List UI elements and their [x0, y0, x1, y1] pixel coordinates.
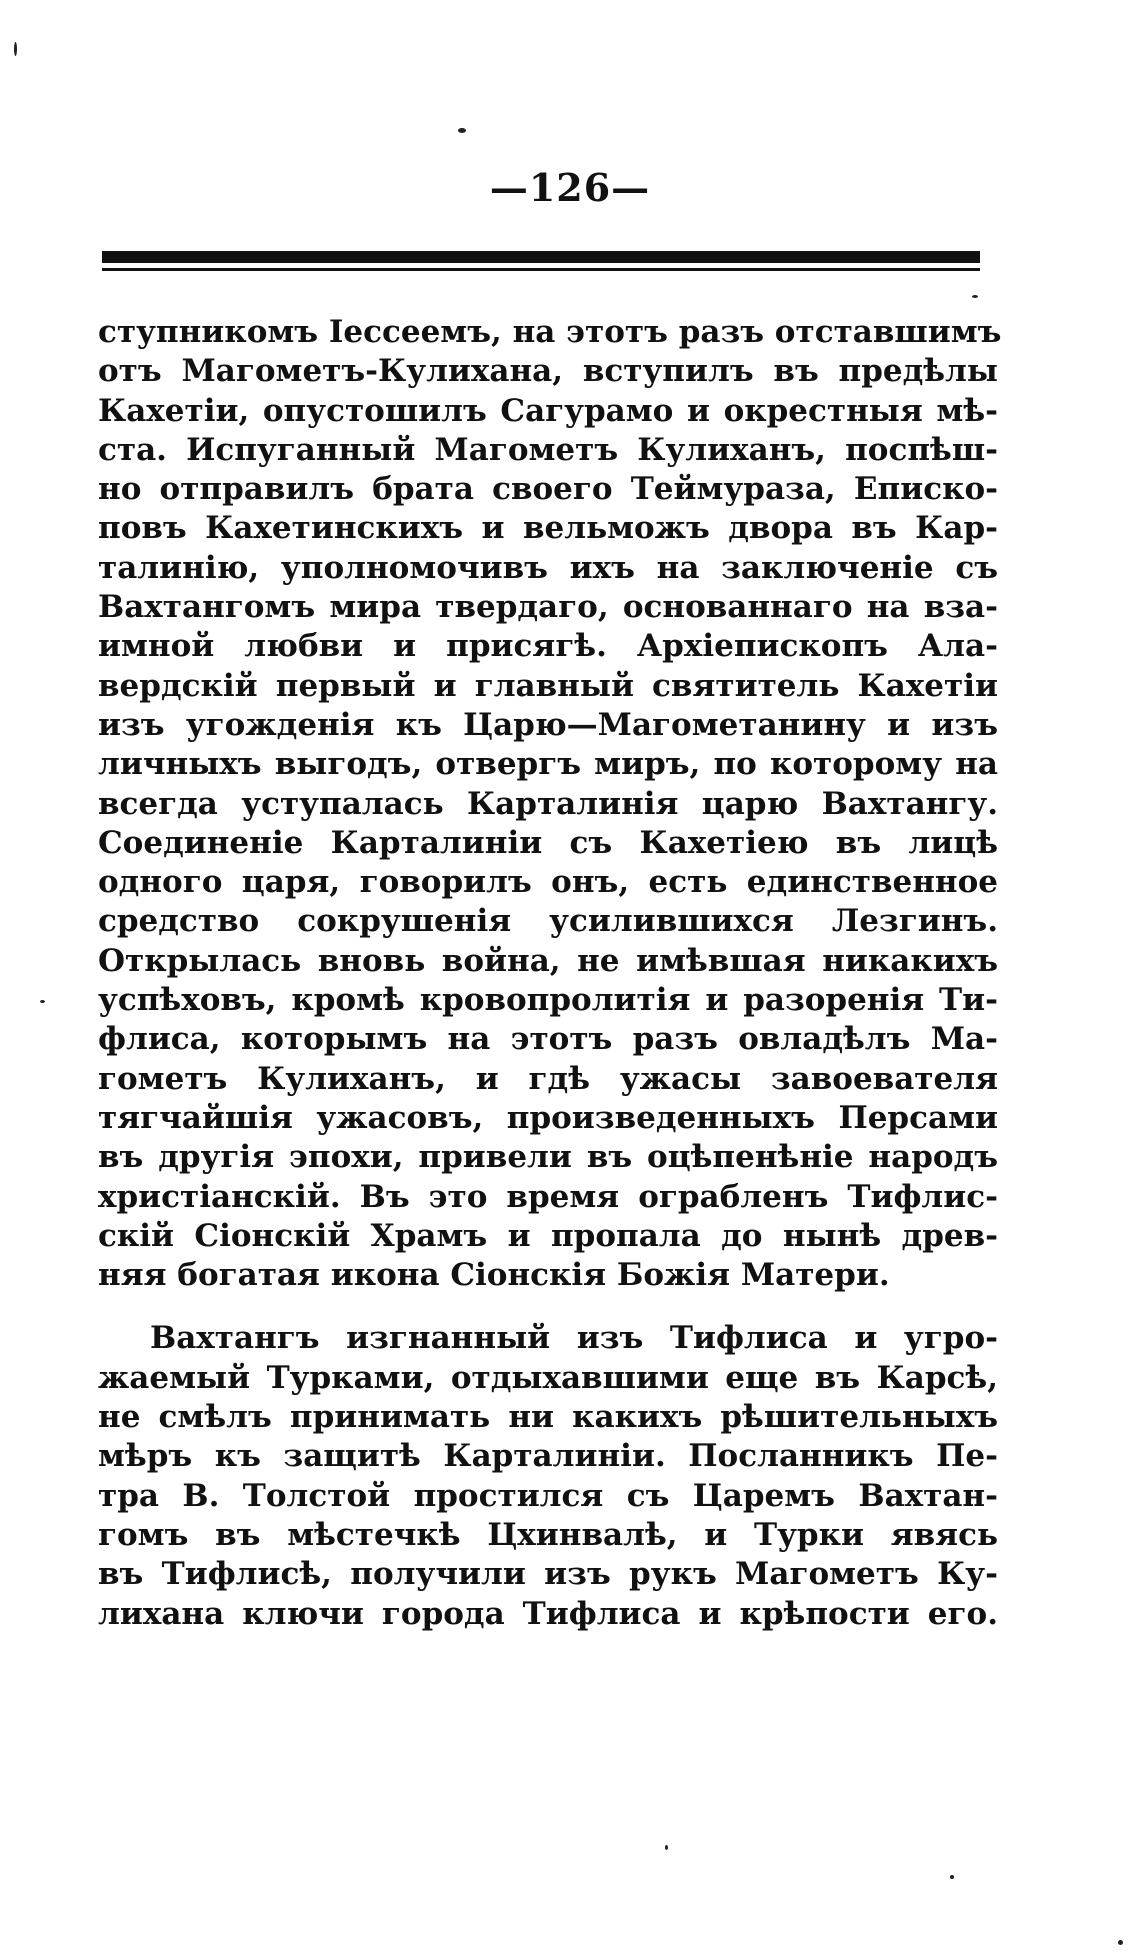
- text-line: повъ Кахетинскихъ и вельможъ двора въ Кар-: [98, 510, 998, 547]
- text-line: но отправилъ брата своего Теймураза, Еписко-: [98, 471, 998, 508]
- text-line: гометъ Кулиханъ, и гдѣ ужасы завоевателя: [98, 1060, 998, 1097]
- text-line: успѣховъ, кромѣ кровопролитія и разоренія Ти-: [98, 982, 998, 1019]
- text-line: мѣръ къ защитѣ Карталиніи. Посланникъ Пе-: [98, 1438, 998, 1475]
- paragraph-1: [98, 313, 1002, 1295]
- scan-speck: [972, 295, 978, 298]
- scan-speck: [458, 128, 466, 133]
- text-line: жаемый Турками, отдыхавшими еще въ Карсѣ,: [98, 1359, 998, 1396]
- page-number: —126—: [489, 165, 651, 210]
- text-line: тягчайшія ужасовъ, произведенныхъ Персами: [98, 1099, 998, 1136]
- text-line: изъ угожденія къ Царю—Магометанину и изъ: [98, 706, 998, 743]
- text-line: средство сокрушенія усилившихся Лезгинъ.: [98, 903, 998, 940]
- text-line: гомъ въ мѣстечкѣ Цхинвалѣ, и Турки явясь: [98, 1516, 998, 1553]
- text-line: въ Тифлисѣ, получили изъ рукъ Магометъ Ку-: [98, 1556, 998, 1593]
- text-line: ста. Испуганный Магометъ Кулиханъ, поспѣш-: [98, 431, 998, 468]
- text-line: Вахтангъ изгнанный изъ Тифлиса и угро-: [150, 1320, 998, 1357]
- header-rule: [102, 251, 980, 263]
- scan-speck: [665, 1845, 668, 1850]
- body-text: [98, 313, 1002, 1634]
- paragraph-2: [98, 1319, 998, 1633]
- text-line: Кахетіи, опустошилъ Сагурамо и окрестныя мѣ-: [98, 392, 998, 429]
- text-line: Открылась вновь война, не имѣвшая никакихъ: [98, 942, 998, 979]
- text-line: ступникомъ Іессеемъ, на этотъ разъ отставшимъ: [98, 314, 1002, 350]
- scan-speck: [950, 1875, 954, 1879]
- header-rule-thin: [102, 268, 980, 271]
- text-line: одного царя, говорилъ онъ, есть единственное: [98, 864, 998, 901]
- scan-speck: [1118, 1940, 1123, 1945]
- text-line: тра В. Толстой простился съ Царемъ Вахтан-: [98, 1477, 998, 1514]
- paragraph-gap: [98, 1295, 998, 1319]
- scan-speck: [40, 1000, 45, 1003]
- text-line: Соединеніе Карталиніи съ Кахетіею въ лицѣ: [98, 824, 998, 861]
- text-line: въ другія эпохи, привели въ оцѣпенѣніе народъ: [98, 1139, 998, 1176]
- text-line: флиса, которымъ на этотъ разъ овладѣлъ Ма-: [98, 1021, 998, 1058]
- text-line: всегда уступалась Карталинія царю Вахтангу.: [98, 785, 998, 822]
- text-line: скій Сіонскій Храмъ и пропала до нынѣ древ-: [98, 1217, 998, 1254]
- text-line: отъ Магометъ-Кулихана, вступилъ въ предѣлы: [98, 353, 998, 390]
- text-line: личныхъ выгодъ, отвергъ миръ, по которому на: [98, 746, 998, 783]
- text-line: вердскій первый и главный святитель Кахетіи: [98, 667, 998, 704]
- text-line: не смѣлъ принимать ни какихъ рѣшительныхъ: [98, 1399, 998, 1436]
- text-line: христіанскій. Въ это время ограбленъ Тифлис-: [98, 1178, 998, 1215]
- text-line: няя богатая икона Сіонскія Божія Матери.: [98, 1257, 890, 1294]
- scan-speck: [14, 42, 17, 56]
- text-line: Вахтангомъ мира твердаго, основаннаго на вза-: [98, 589, 998, 626]
- text-line: лихана ключи города Тифлиса и крѣпости его.: [98, 1595, 998, 1632]
- text-line: имной любви и присягѣ. Архіепископъ Ала-: [98, 628, 998, 665]
- text-line: талинію, уполномочивъ ихъ на заключеніе съ: [98, 549, 998, 586]
